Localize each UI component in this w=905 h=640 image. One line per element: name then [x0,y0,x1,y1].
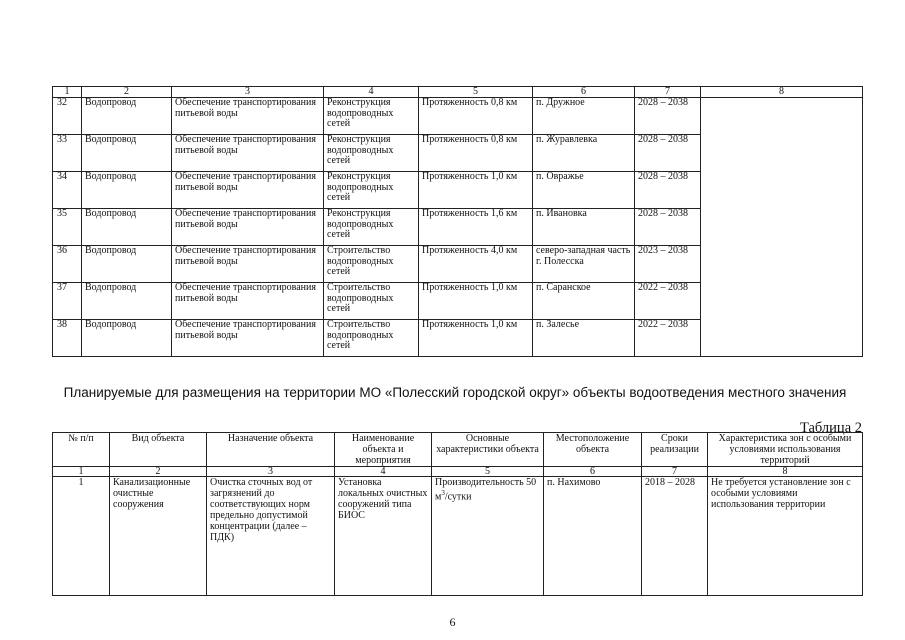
header-cell: Сроки реализации [642,433,708,467]
object-type: Канализационные очистные сооружения [110,477,207,596]
object-location: п. Ивановка [533,209,635,246]
row-number: 35 [53,209,82,246]
object-location: п. Нахимово [544,477,642,596]
col-num: 2 [82,87,172,98]
object-spec: Протяженность 0,8 км [419,135,533,172]
object-action: Строительство водопроводных сетей [324,283,419,320]
row-number: 33 [53,135,82,172]
object-spec: Протяженность 4,0 км [419,246,533,283]
table-row [53,98,863,135]
merged-empty-cell [701,98,863,357]
object-spec: Протяженность 1,0 км [419,320,533,357]
row-number: 37 [53,283,82,320]
col-num: 1 [53,87,82,98]
table-caption: Таблица 2 [799,420,862,436]
object-location: п. Овражье [533,172,635,209]
object-type: Водопровод [82,172,172,209]
object-period: 2028 – 2038 [635,209,701,246]
object-location: п. Журавлевка [533,135,635,172]
object-spec [432,477,544,596]
table2-column-numbers [53,467,863,477]
col-num: 7 [642,467,708,477]
object-period: 2028 – 2038 [635,135,701,172]
object-type: Водопровод [82,283,172,320]
object-action: Реконструкция водопроводных сетей [324,172,419,209]
table2-header-row [53,433,863,467]
object-type: Водопровод [82,320,172,357]
object-purpose: Обеспечение транспортирования питьевой воды [172,209,324,246]
object-action: Строительство водопроводных сетей [324,246,419,283]
object-action: Строительство водопроводных сетей [324,320,419,357]
col-num: 4 [335,467,432,477]
header-cell: Основные характеристики объекта [432,433,544,467]
page-number: 6 [449,615,456,629]
object-spec: Протяженность 0,8 км [419,98,533,135]
row-number: 38 [53,320,82,357]
header-cell: Характеристика зон с особыми условиями использования территорий [708,433,863,467]
object-period: 2028 – 2038 [635,98,701,135]
object-period: 2022 – 2038 [635,283,701,320]
col-num: 1 [53,467,110,477]
object-type: Водопровод [82,135,172,172]
header-cell: № п/п [53,433,110,467]
row-number: 34 [53,172,82,209]
object-location: северо-западная часть г. Полесска [533,246,635,283]
object-location: п. Саранское [533,283,635,320]
col-num: 3 [207,467,335,477]
row-number: 1 [53,477,110,596]
object-type: Водопровод [82,209,172,246]
spec-suffix: /сутки [444,491,472,503]
object-purpose: Очистка сточных вод от загрязнений до соответствующих норм предельно допустимой концентрации (далее – ПДК) [207,477,335,596]
object-purpose: Обеспечение транспортирования питьевой воды [172,172,324,209]
water-supply-table [52,86,863,357]
object-location: п. Залесье [533,320,635,357]
object-action: Реконструкция водопроводных сетей [324,98,419,135]
section-title: Планируемые для размещения на территории МО «Полесский городской округ» объекты водоотведения местного значения [63,385,847,400]
object-purpose: Обеспечение транспортирования питьевой воды [172,320,324,357]
object-spec: Протяженность 1,6 км [419,209,533,246]
object-type: Водопровод [82,98,172,135]
object-purpose: Обеспечение транспортирования питьевой воды [172,135,324,172]
col-num: 6 [533,87,635,98]
object-action: Реконструкция водопроводных сетей [324,209,419,246]
spec-superscript: 3 [441,489,445,497]
col-num: 5 [432,467,544,477]
col-num: 8 [708,467,863,477]
object-period: 2028 – 2038 [635,172,701,209]
header-cell: Местоположение объекта [544,433,642,467]
spec-prefix: Производительность 50 м [435,477,537,503]
col-num: 5 [419,87,533,98]
col-num: 6 [544,467,642,477]
object-period: 2018 – 2028 [642,477,708,596]
object-period: 2022 – 2038 [635,320,701,357]
object-location: п. Дружное [533,98,635,135]
object-purpose: Обеспечение транспортирования питьевой воды [172,98,324,135]
col-num: 3 [172,87,324,98]
header-cell: Назначение объекта [207,433,335,467]
col-num: 2 [110,467,207,477]
object-action: Реконструкция водопроводных сетей [324,135,419,172]
object-period: 2023 – 2038 [635,246,701,283]
row-number: 36 [53,246,82,283]
table-row [53,477,863,596]
object-type: Водопровод [82,246,172,283]
object-purpose: Обеспечение транспортирования питьевой воды [172,283,324,320]
object-action: Установка локальных очистных сооружений типа БИОС [335,477,432,596]
header-cell: Вид объекта [110,433,207,467]
table1-column-numbers [53,87,863,98]
col-num: 4 [324,87,419,98]
object-spec: Протяженность 1,0 км [419,283,533,320]
col-num: 8 [701,87,863,98]
object-purpose: Обеспечение транспортирования питьевой воды [172,246,324,283]
col-num: 7 [635,87,701,98]
row-number: 32 [53,98,82,135]
wastewater-table [52,432,863,596]
header-cell: Наименование объекта и мероприятия [335,433,432,467]
object-spec: Протяженность 1,0 км [419,172,533,209]
object-zones: Не требуется установление зон с особыми условиями использования территории [708,477,863,596]
